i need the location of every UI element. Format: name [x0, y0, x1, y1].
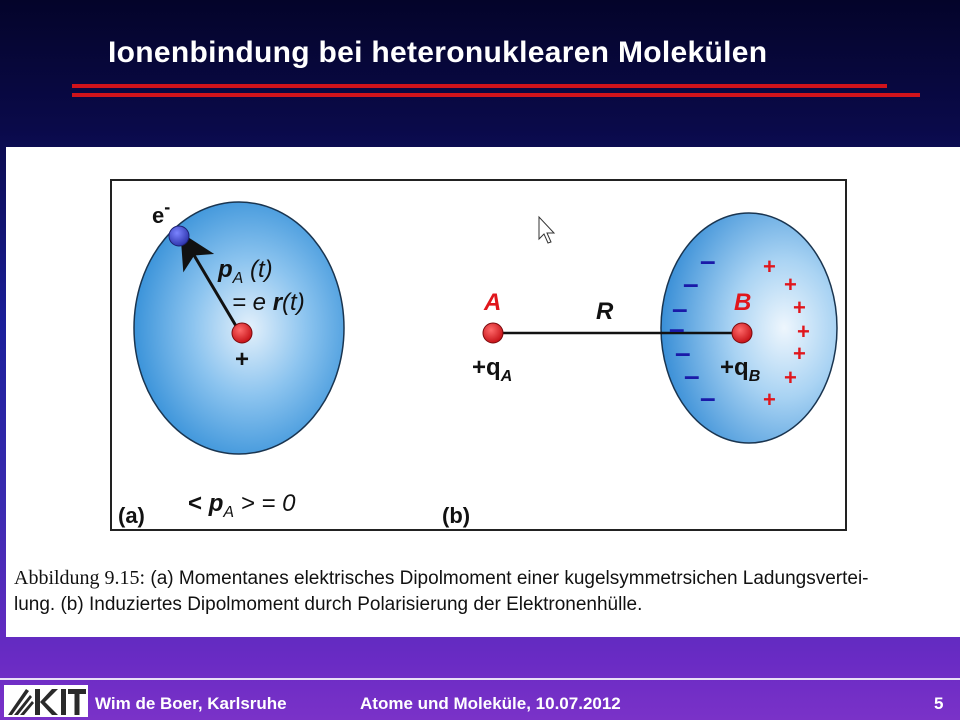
kit-logo	[4, 685, 88, 717]
distance-label: R	[596, 298, 614, 325]
minus-sign: –	[700, 245, 716, 276]
figure-panel	[6, 147, 960, 637]
plus-sign: +	[784, 272, 797, 297]
charge-a-label: $+q_A$	[472, 354, 513, 385]
panel-b-label: (b)	[442, 503, 471, 528]
figure-caption	[14, 565, 954, 618]
plus-sign: +	[793, 341, 806, 366]
nucleus-a	[232, 323, 252, 343]
mean-dipole-expression: < $p_A$ > = 0	[188, 490, 296, 521]
dipole-moment-label: $p_A$ (t)	[218, 256, 273, 287]
minus-sign: –	[669, 313, 685, 344]
slide-title: Ionenbindung bei heteronuklearen Molekülen	[108, 36, 768, 69]
footer-author: Wim de Boer, Karlsruhe	[95, 694, 287, 713]
dipole-diagram	[6, 147, 960, 547]
nucleus-a-sign: +	[235, 346, 250, 373]
charge-b-label: $+q_B$	[720, 354, 761, 385]
title-rule-upper	[72, 84, 887, 88]
plus-sign: +	[797, 319, 810, 344]
dipole-equation: = e r(t)	[232, 289, 305, 316]
atom-a-label: A	[484, 289, 502, 316]
footer-divider	[0, 678, 960, 680]
nucleus-a-b	[483, 323, 503, 343]
caption-line-1: (a) Momentanes elektrisches Dipolmoment einer kugelsymmetrsichen Ladungsvertei-	[145, 568, 869, 589]
plus-sign: +	[763, 387, 776, 412]
nucleus-b	[732, 323, 752, 343]
caption-line-2: lung. (b) Induziertes Dipolmoment durch Polarisierung der Elektronenhülle.	[14, 594, 643, 615]
minus-sign: –	[683, 268, 699, 299]
footer-course: Atome und Moleküle, 10.07.2012	[360, 694, 621, 713]
minus-sign: –	[672, 293, 688, 324]
plus-sign: +	[784, 365, 797, 390]
electron-dot	[169, 226, 189, 246]
panel-a-label: (a)	[118, 503, 145, 528]
electron-label: e-	[152, 197, 171, 228]
minus-sign: –	[675, 337, 691, 368]
caption-lead: Abbildung 9.15:	[14, 567, 146, 589]
plus-sign: +	[793, 295, 806, 320]
mouse-cursor-icon	[539, 217, 554, 243]
minus-sign: –	[684, 360, 700, 391]
minus-sign: –	[700, 382, 716, 413]
page-number: 5	[934, 694, 944, 713]
title-rule-lower	[72, 93, 920, 97]
plus-sign: +	[763, 254, 776, 279]
atom-b-label: B	[734, 289, 752, 316]
